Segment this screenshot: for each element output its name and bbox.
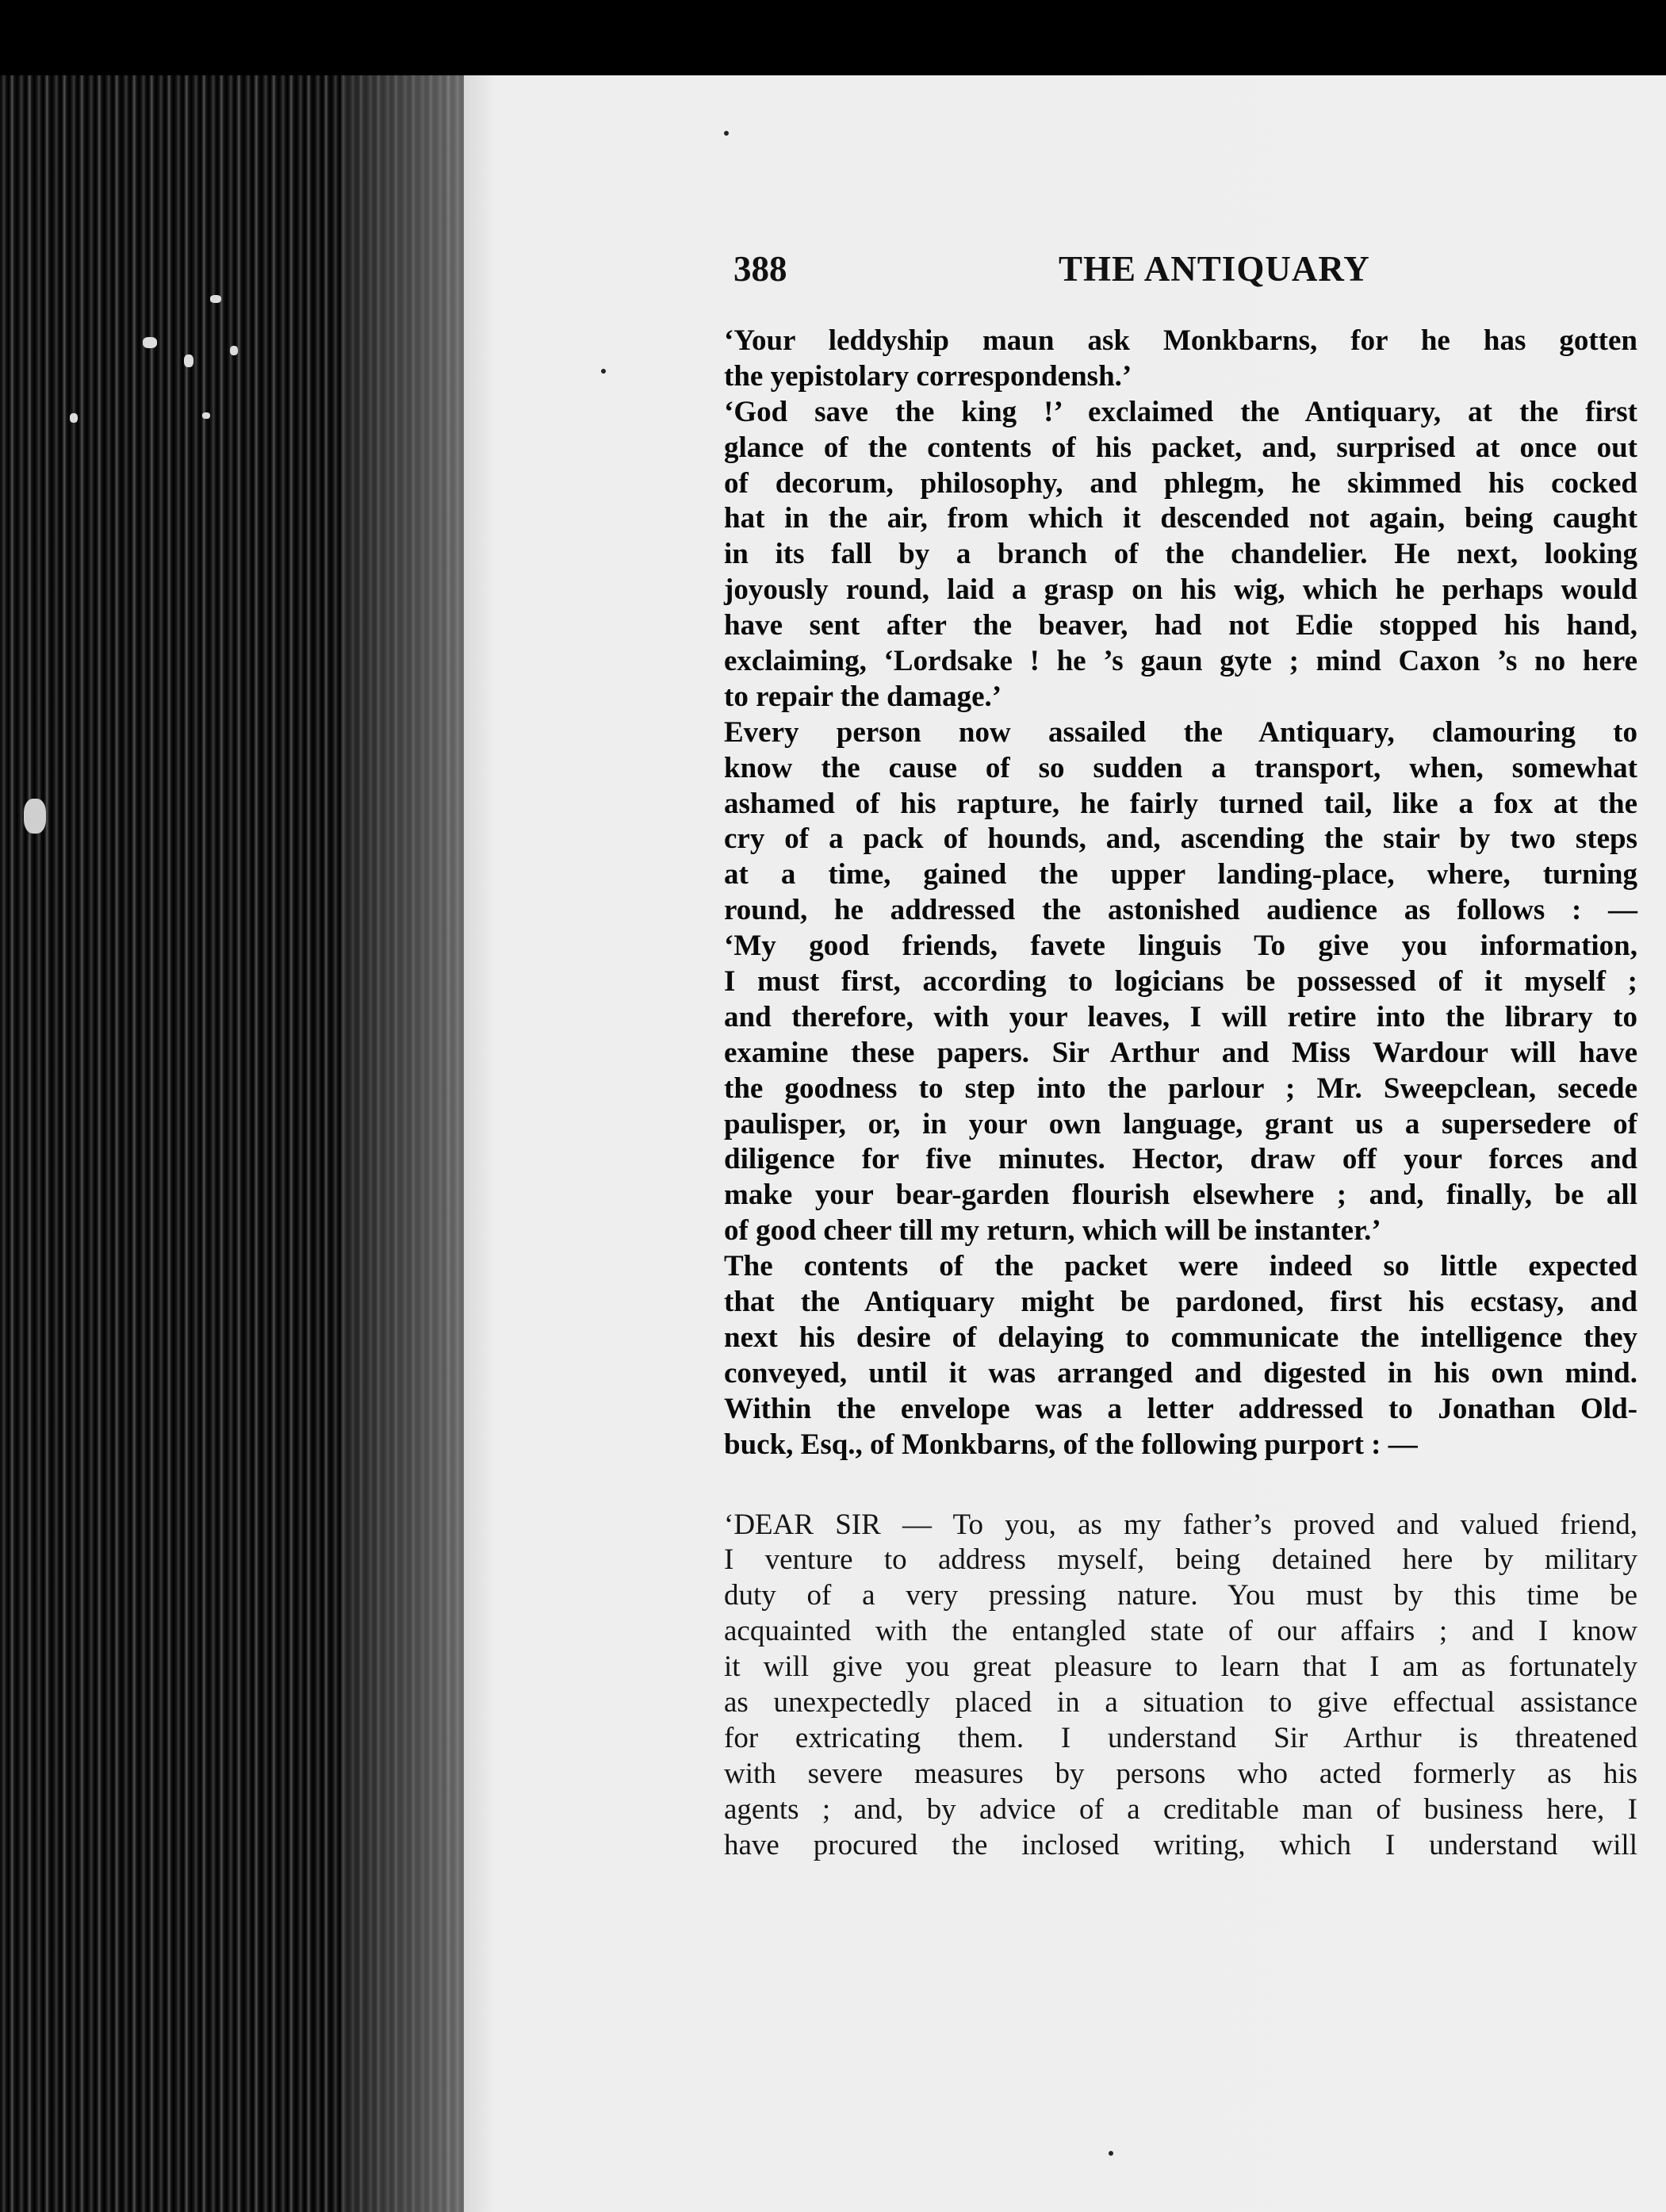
letter-line: I venture to address myself, being detained here by military — [724, 1543, 1637, 1577]
text-line: buck, Esq., of Monkbarns, of the following purport : — — [724, 1428, 1418, 1461]
top-black-border — [0, 0, 1666, 75]
text-line: in its fall by a branch of the chandelier. He next, looking — [724, 538, 1637, 571]
text-line: Every person now assailed the Antiquary, clamouring to — [724, 715, 1637, 749]
letter-line: have procured the inclosed writing, which I understand will — [724, 1828, 1637, 1861]
text-line: have sent after the beaver, had not Edie stopped his hand, — [724, 609, 1637, 642]
text-line: examine these papers. Sir Arthur and Miss Wardour will have — [724, 1036, 1637, 1069]
book-edge — [0, 75, 464, 2212]
letter-line: with severe measures by persons who acted formerly as his — [724, 1757, 1637, 1790]
edge-speck — [202, 412, 210, 419]
letter-line: as unexpectedly placed in a situation to give effectual assistance — [724, 1685, 1637, 1719]
edge-speck — [184, 355, 193, 367]
edge-speck — [24, 799, 46, 834]
text-line: paulisper, or, in your own language, grant us a supersedere of — [724, 1107, 1637, 1141]
text-line: know the cause of so sudden a transport, when, somewhat — [724, 751, 1637, 784]
text-line: that the Antiquary might be pardoned, first his ecstasy, and — [724, 1286, 1637, 1319]
letter-line: acquainted with the entangled state of our affairs ; and I know — [724, 1615, 1637, 1648]
page-dot — [724, 131, 729, 136]
edge-speck — [143, 337, 157, 348]
text-line: make your bear-garden flourish elsewhere ; and, finally, be all — [724, 1179, 1637, 1212]
text-line: Within the envelope was a letter addressed to Jonathan Old- — [724, 1392, 1637, 1425]
page-number: 388 — [733, 249, 787, 289]
text-line: The contents of the packet were indeed so little expected — [724, 1250, 1637, 1283]
text-line: to repair the damage.’ — [724, 680, 1002, 713]
text-line: round, he addressed the astonished audience as follows : — — [724, 894, 1637, 927]
letter-line: agents ; and, by advice of a creditable man of business here, I — [724, 1792, 1637, 1826]
page-dot — [1109, 2151, 1113, 2156]
text-line: and therefore, with your leaves, I will retire into the library to — [724, 1000, 1637, 1033]
text-line: ‘God save the king !’ exclaimed the Antiquary, at the first — [724, 395, 1637, 428]
text-line: the goodness to step into the parlour ; Mr. Sweepclean, secede — [724, 1071, 1637, 1105]
edge-speck — [70, 413, 78, 423]
letter-line: ‘DEAR SIR — To you, as my father’s proved and valued friend, — [724, 1508, 1637, 1541]
text-line: glance of the contents of his packet, and, surprised at once out — [724, 431, 1637, 464]
text-line: of good cheer till my return, which will be instanter.’ — [724, 1214, 1381, 1248]
letter-line: it will give you great pleasure to learn that I am as fortunately — [724, 1650, 1637, 1684]
edge-speck — [230, 346, 238, 355]
letter-text — [724, 1508, 1637, 1864]
body-text — [724, 324, 1637, 1863]
text-line: conveyed, until it was arranged and digested in his own mind. — [724, 1356, 1637, 1390]
text-line: ‘My good friends, favete linguis To give you information, — [724, 930, 1637, 963]
text-line: joyously round, laid a grasp on his wig, which he perhaps would — [724, 573, 1637, 607]
text-line: at a time, gained the upper landing-place, where, turning — [724, 858, 1637, 891]
text-line: the yepistolary correspondensh.’ — [724, 359, 1132, 393]
text-line: next his desire of delaying to communicate the intelligence they — [724, 1321, 1637, 1354]
text-line: of decorum, philosophy, and phlegm, he skimmed his cocked — [724, 466, 1637, 500]
page-dot — [601, 369, 606, 374]
text-line: diligence for five minutes. Hector, draw off your forces and — [724, 1143, 1637, 1176]
edge-speck — [210, 295, 221, 303]
page-header — [733, 248, 1633, 296]
letter-line: for extricating them. I understand Sir Arthur is threatened — [724, 1721, 1637, 1754]
running-head: THE ANTIQUARY — [1059, 249, 1370, 289]
text-line: ‘Your leddyship maun ask Monkbarns, for he has gotten — [724, 324, 1637, 357]
text-line: cry of a pack of hounds, and, ascending the stair by two steps — [724, 822, 1637, 856]
text-line: exclaiming, ‘Lordsake ! he ’s gaun gyte ; mind Caxon ’s no here — [724, 645, 1637, 678]
letter-line: duty of a very pressing nature. You must by this time be — [724, 1579, 1637, 1612]
text-line: I must first, according to logicians be possessed of it myself ; — [724, 965, 1637, 999]
paragraph-gap — [724, 1463, 1637, 1508]
text-line: hat in the air, from which it descended not again, being caught — [724, 502, 1637, 535]
text-line: ashamed of his rapture, he fairly turned tail, like a fox at the — [724, 787, 1637, 820]
